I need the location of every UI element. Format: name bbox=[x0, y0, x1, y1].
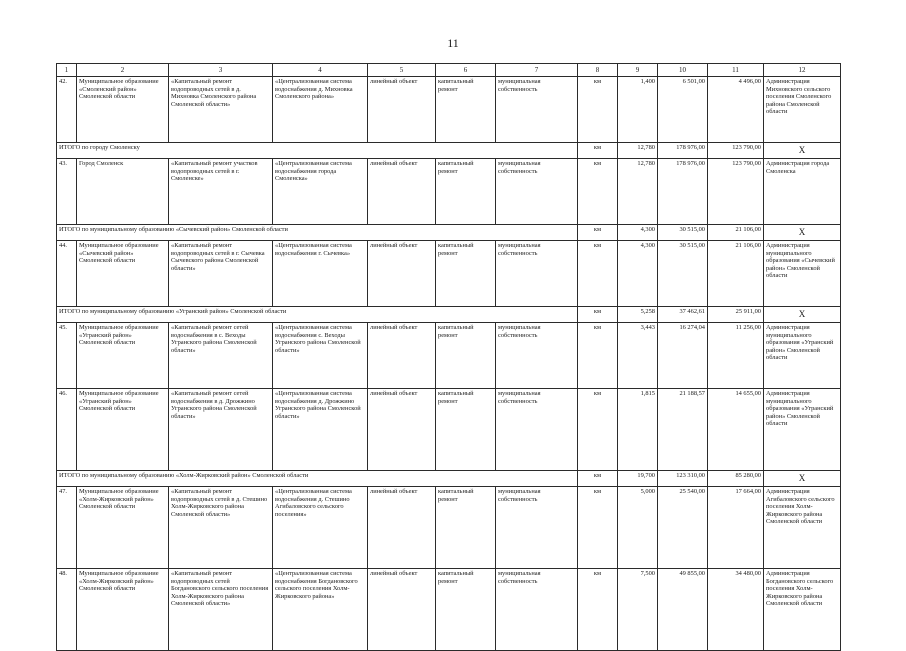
column-header: 4 bbox=[273, 64, 368, 77]
total-unit: км bbox=[578, 307, 618, 323]
column-header: 7 bbox=[496, 64, 578, 77]
column-header: 12 bbox=[764, 64, 841, 77]
table-cell: Администрация Богдановского сельского поселения Холм-Жирковского района Смоленской области bbox=[764, 569, 841, 651]
table-cell: 1,815 bbox=[618, 389, 658, 471]
table-cell: линейный объект bbox=[368, 323, 436, 389]
table-cell: 14 655,00 bbox=[708, 389, 764, 471]
table-cell: капитальный ремонт bbox=[436, 77, 496, 143]
table-cell: 1,400 bbox=[618, 77, 658, 143]
table-cell: 178 976,00 bbox=[658, 159, 708, 225]
table-cell: капитальный ремонт bbox=[436, 159, 496, 225]
total-x-mark: Х bbox=[764, 143, 841, 159]
total-length: 12,780 bbox=[618, 143, 658, 159]
table-cell: 4 496,00 bbox=[708, 77, 764, 143]
column-header: 9 bbox=[618, 64, 658, 77]
table-cell: Муниципальное образование «Холм-Жирковский район» Смоленской области bbox=[77, 487, 169, 569]
total-length: 4,300 bbox=[618, 225, 658, 241]
table-cell: «Централизованная система водоснабжения города Смоленска» bbox=[273, 159, 368, 225]
capital-repair-table bbox=[56, 63, 841, 651]
column-header: 8 bbox=[578, 64, 618, 77]
table-cell: 42. bbox=[57, 77, 77, 143]
table-cell: «Капитальный ремонт водопроводных сетей в г. Сычевка Сычевского района Смоленской области» bbox=[169, 241, 273, 307]
table-row bbox=[57, 487, 841, 569]
total-x-mark: Х bbox=[764, 307, 841, 323]
table-cell: Муниципальное образование «Смоленский район» Смоленской области bbox=[77, 77, 169, 143]
total-row bbox=[57, 143, 841, 159]
table-cell: «Капитальный ремонт участков водопроводных сетей в г. Смоленске» bbox=[169, 159, 273, 225]
table-cell: «Централизованная система водоснабжения Богдановского сельского поселения Холм-Жирковского района» bbox=[273, 569, 368, 651]
column-header: 10 bbox=[658, 64, 708, 77]
table-cell: 49 855,00 bbox=[658, 569, 708, 651]
total-row bbox=[57, 307, 841, 323]
table-cell: линейный объект bbox=[368, 159, 436, 225]
table-cell: линейный объект bbox=[368, 241, 436, 307]
column-header: 11 bbox=[708, 64, 764, 77]
total-length: 5,258 bbox=[618, 307, 658, 323]
table-cell: капитальный ремонт bbox=[436, 569, 496, 651]
table-cell: 4,300 bbox=[618, 241, 658, 307]
table-cell: «Централизованная система водоснабжения д. Михновка Смоленского района» bbox=[273, 77, 368, 143]
total-row bbox=[57, 471, 841, 487]
total-label: ИТОГО по городу Смоленску bbox=[57, 143, 578, 159]
total-subsidy: 85 280,00 bbox=[708, 471, 764, 487]
table-cell: муниципальная собственность bbox=[496, 159, 578, 225]
table-cell: км bbox=[578, 159, 618, 225]
table-cell: 34 480,00 bbox=[708, 569, 764, 651]
table-cell: капитальный ремонт bbox=[436, 241, 496, 307]
table-cell: км bbox=[578, 487, 618, 569]
table-cell: муниципальная собственность bbox=[496, 77, 578, 143]
table-cell: «Капитальный ремонт водопроводных сетей Богдановского сельского поселения Холм-Жирковского района Смоленской области» bbox=[169, 569, 273, 651]
total-subsidy: 21 106,00 bbox=[708, 225, 764, 241]
table-cell: капитальный ремонт bbox=[436, 487, 496, 569]
table-cell: линейный объект bbox=[368, 77, 436, 143]
table-cell: «Централизованная система водоснабжения д. Дрожжино Угранского района Смоленской области» bbox=[273, 389, 368, 471]
table-cell: муниципальная собственность bbox=[496, 241, 578, 307]
table-cell: 25 540,00 bbox=[658, 487, 708, 569]
total-label: ИТОГО по муниципальному образованию «Сычевский район» Смоленской области bbox=[57, 225, 578, 241]
table-cell: км bbox=[578, 323, 618, 389]
table-row bbox=[57, 323, 841, 389]
table-cell: муниципальная собственность bbox=[496, 323, 578, 389]
table-row bbox=[57, 241, 841, 307]
table-cell: муниципальная собственность bbox=[496, 389, 578, 471]
table-cell: Город Смоленск bbox=[77, 159, 169, 225]
column-header: 2 bbox=[77, 64, 169, 77]
table-cell: 3,443 bbox=[618, 323, 658, 389]
table-cell: линейный объект bbox=[368, 487, 436, 569]
table-row bbox=[57, 77, 841, 143]
total-subsidy: 123 790,00 bbox=[708, 143, 764, 159]
total-x-mark: Х bbox=[764, 471, 841, 487]
table-cell: км bbox=[578, 241, 618, 307]
table-cell: Администрация муниципального образования «Угранский район» Смоленской области bbox=[764, 389, 841, 471]
table-cell: «Централизованная система водоснабжения с. Веходы Угранского района Смоленской области» bbox=[273, 323, 368, 389]
total-cost: 37 462,61 bbox=[658, 307, 708, 323]
table-row bbox=[57, 389, 841, 471]
table-cell: Администрация города Смоленска bbox=[764, 159, 841, 225]
table-cell: капитальный ремонт bbox=[436, 323, 496, 389]
total-length: 19,700 bbox=[618, 471, 658, 487]
total-unit: км bbox=[578, 225, 618, 241]
column-header: 3 bbox=[169, 64, 273, 77]
table-cell: «Централизованная система водоснабжения д. Стешино Агибаловского сельского поселения» bbox=[273, 487, 368, 569]
table-cell: 45. bbox=[57, 323, 77, 389]
table-cell: Муниципальное образование «Сычевский район» Смоленской области bbox=[77, 241, 169, 307]
table-cell: Муниципальное образование «Угранский район» Смоленской области bbox=[77, 323, 169, 389]
table-cell: Муниципальное образование «Холм-Жирковский район» Смоленской области bbox=[77, 569, 169, 651]
table-row bbox=[57, 159, 841, 225]
table-cell: 21 106,00 bbox=[708, 241, 764, 307]
total-cost: 178 976,00 bbox=[658, 143, 708, 159]
table-cell: Администрация Михновского сельского поселения Смоленского района Смоленской области bbox=[764, 77, 841, 143]
table-cell: 12,780 bbox=[618, 159, 658, 225]
table-cell: «Капитальный ремонт сетей водоснабжения в с. Веходы Угранского района Смоленской области» bbox=[169, 323, 273, 389]
total-x-mark: Х bbox=[764, 225, 841, 241]
table-cell: «Капитальный ремонт водопроводных сетей в д. Михновка Смоленского района Смоленской области» bbox=[169, 77, 273, 143]
column-header: 6 bbox=[436, 64, 496, 77]
table-cell: км bbox=[578, 569, 618, 651]
table-cell: км bbox=[578, 77, 618, 143]
total-cost: 30 515,00 bbox=[658, 225, 708, 241]
table-cell: муниципальная собственность bbox=[496, 487, 578, 569]
table-cell: 123 790,00 bbox=[708, 159, 764, 225]
column-header: 1 bbox=[57, 64, 77, 77]
table-cell: 11 256,00 bbox=[708, 323, 764, 389]
column-header: 5 bbox=[368, 64, 436, 77]
table-cell: Муниципальное образование «Угранский район» Смоленской области bbox=[77, 389, 169, 471]
total-unit: км bbox=[578, 143, 618, 159]
table-cell: 6 501,00 bbox=[658, 77, 708, 143]
table-cell: 30 515,00 bbox=[658, 241, 708, 307]
table-cell: 48. bbox=[57, 569, 77, 651]
table-cell: 46. bbox=[57, 389, 77, 471]
page-number: 11 bbox=[447, 36, 459, 50]
total-label: ИТОГО по муниципальному образованию «Угранский район» Смоленской области bbox=[57, 307, 578, 323]
table-cell: «Централизованная система водоснабжения г. Сычевка» bbox=[273, 241, 368, 307]
table-cell: 44. bbox=[57, 241, 77, 307]
total-row bbox=[57, 225, 841, 241]
total-unit: км bbox=[578, 471, 618, 487]
table-cell: 17 664,00 bbox=[708, 487, 764, 569]
table-cell: линейный объект bbox=[368, 389, 436, 471]
table-cell: капитальный ремонт bbox=[436, 389, 496, 471]
table-cell: 5,000 bbox=[618, 487, 658, 569]
table-cell: 7,500 bbox=[618, 569, 658, 651]
table-cell: Администрация Агибаловского сельского поселения Холм-Жирковского района Смоленской области bbox=[764, 487, 841, 569]
table-cell: км bbox=[578, 389, 618, 471]
table-cell: 21 188,57 bbox=[658, 389, 708, 471]
table-cell: 43. bbox=[57, 159, 77, 225]
total-subsidy: 25 911,00 bbox=[708, 307, 764, 323]
table-cell: «Капитальный ремонт сетей водоснабжения в д. Дрожжино Угранского района Смоленской области» bbox=[169, 389, 273, 471]
table-cell: муниципальная собственность bbox=[496, 569, 578, 651]
header-row bbox=[57, 64, 841, 77]
table-cell: линейный объект bbox=[368, 569, 436, 651]
table-cell: 16 274,04 bbox=[658, 323, 708, 389]
table-cell: Администрация муниципального образования «Сычевский район» Смоленской области bbox=[764, 241, 841, 307]
table-cell: Администрация муниципального образования «Угранский район» Смоленской области bbox=[764, 323, 841, 389]
table-cell: 47. bbox=[57, 487, 77, 569]
table-row bbox=[57, 569, 841, 651]
table-cell: «Капитальный ремонт водопроводных сетей в д. Стешино Холм-Жирковского района Смоленской области» bbox=[169, 487, 273, 569]
total-label: ИТОГО по муниципальному образованию «Холм-Жирковский район» Смоленской области bbox=[57, 471, 578, 487]
total-cost: 123 310,00 bbox=[658, 471, 708, 487]
